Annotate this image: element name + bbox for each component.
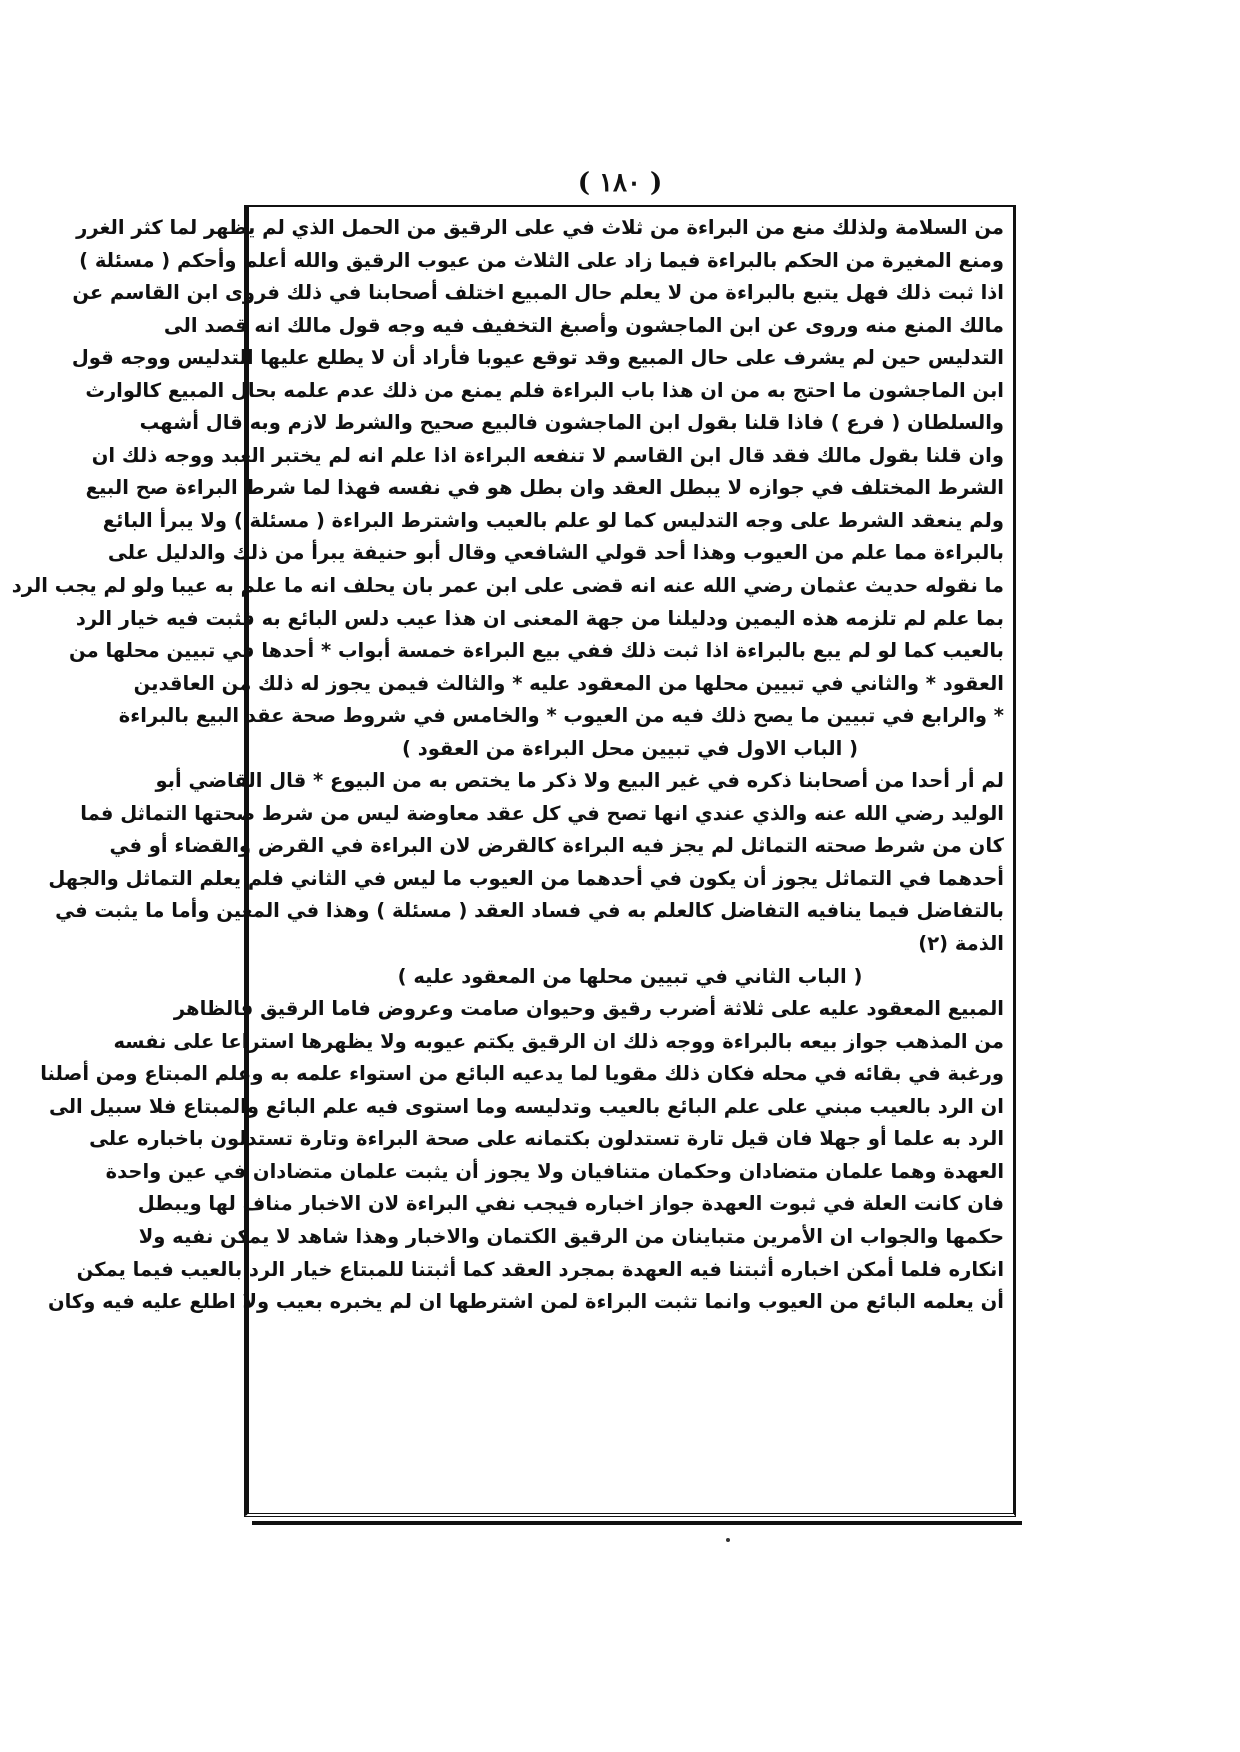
text-line: ما نقوله حديث عثمان رضي الله عنه انه قضى على ابن عمر بان يحلف انه ما علم به عيبا ولو لم يجب الرد bbox=[11, 574, 1004, 598]
text-line: الشرط المختلف في جوازه لا يبطل العقد وان بطل هو في نفسه فهذا لما شرط البراءة صح البيع bbox=[85, 476, 1004, 500]
text-line: لم أر أحدا من أصحابنا ذكره في غير البيع ولا ذكر ما يختص به من البيوع * قال القاضي أبو bbox=[155, 769, 1004, 793]
text-line: مالك المنع منه وروى عن ابن الماجشون وأصبغ التخفيف فيه وجه قول مالك انه قصد الى bbox=[163, 313, 1004, 337]
frame-bottom-rule bbox=[252, 1521, 1022, 1525]
text-line: من السلامة ولذلك منع من البراءة من ثلاث في على الرقيق من الحمل الذي لم يظهر لما كثر الغرر bbox=[76, 216, 1004, 239]
text-line: العهدة وهما علمان متضادان وحكمان متنافيان ولا يجوز أن يثبت علمان متضادان في عين واحدة bbox=[105, 1159, 1004, 1183]
section-heading: ( الباب الثاني في تبيين محلها من المعقود عليه ) bbox=[397, 964, 863, 988]
text-line: ولم ينعقد الشرط على وجه التدليس كما لو علم بالعيب واشترط البراءة ( مسئلة ) ولا يبرأ البائع bbox=[102, 508, 1004, 532]
text-line: ابن الماجشون ما احتج به من ان هذا باب البراءة فلم يمنع من ذلك عدم علمه بحال المبيع كالوارث bbox=[85, 378, 1004, 402]
text-line: الرد به علما أو جهلا فان قيل تارة تستدلون بكتمانه على صحة البراءة وتارة تستدلون باخباره على bbox=[89, 1127, 1004, 1151]
text-line: بالبراءة مما علم من العيوب وهذا أحد قولي الشافعي وقال أبو حنيفة يبرأ من ذلك والدليل على bbox=[107, 541, 1004, 565]
body-text bbox=[11, 212, 1004, 1508]
text-line: ومنع المغيرة من الحكم بالبراءة فيما زاد على الثلاث من عيوب الرقيق والله أعلم وأحكم ( مسئلة ) bbox=[79, 248, 1004, 272]
text-line: كان من شرط صحته التماثل لم يجز فيه البراءة كالقرض لان البراءة في القرض والقضاء أو في bbox=[109, 834, 1004, 858]
text-line: التدليس حين لم يشرف على حال المبيع وقد توقع عيوبا فأراد أن لا يطلع عليها التدليس ووجه قول bbox=[71, 346, 1004, 370]
text-line: المبيع المعقود عليه على ثلاثة أضرب رقيق وحيوان صامت وعروض فاما الرقيق فالظاهر bbox=[173, 997, 1004, 1021]
text-line: بالعيب كما لو لم يبع بالبراءة اذا ثبت ذلك ففي بيع البراءة خمسة أبواب * أحدها في تبيين محلها من bbox=[69, 639, 1004, 663]
text-line: حكمها والجواب ان الأمرين متباينان من الرقيق الكتمان والاخبار وهذا شاهد لا يمكن نفيه ولا bbox=[138, 1224, 1004, 1248]
text-line: * والرابع في تبيين ما يصح ذلك فيه من العيوب * والخامس في شروط صحة عقد البيع بالبراءة bbox=[118, 704, 1004, 728]
text-line: من المذهب جواز بيعه بالبراءة ووجه ذلك ان الرقيق يكتم عيوبه ولا يظهرها استراعا على نفسه bbox=[113, 1029, 1004, 1053]
text-line: بما علم لم تلزمه هذه اليمين ودليلنا من جهة المعنى ان هذا عيب دلس البائع به فثبت فيه خيار الرد bbox=[75, 606, 1004, 630]
text-line: ورغبة في بقائه في محله فكان ذلك مقويا لما يدعيه البائع من استواء علمه به وعلم المبتاع ومن أصلنا bbox=[40, 1062, 1004, 1086]
text-line: والسلطان ( فرع ) فاذا قلنا بقول ابن الماجشون فالبيع صحيح والشرط لازم وبه قال أشهب bbox=[139, 411, 1004, 435]
text-line: أحدهما في التماثل يجوز أن يكون في أحدهما من العيوب ما ليس في الثاني فلم يعلم التماثل والجهل bbox=[48, 866, 1004, 890]
text-line: انكاره فلما أمكن اخباره أثبتنا فيه العهدة بمجرد العقد كما أثبتنا للمبتاع خيار الرد بالعيب فيما يمكن bbox=[76, 1257, 1004, 1281]
text-line: فان كانت العلة في ثبوت العهدة جواز اخباره فيجب نفي البراءة لان الاخبار مناف لها ويبطل bbox=[137, 1192, 1004, 1216]
text-line: العقود * والثاني في تبيين محلها من المعقود عليه * والثالث فيمن يجوز له ذلك من العاقدين bbox=[133, 671, 1004, 695]
text-line: وان قلنا بقول مالك فقد قال ابن القاسم لا تنفعه البراءة اذا علم انه لم يختبر العبد ووجه ذلك ان bbox=[91, 443, 1004, 467]
scan-speck bbox=[726, 1538, 730, 1542]
text-line: ان الرد بالعيب مبني على علم البائع بالعيب وتدليسه وما استوى فيه علم البائع والمبتاع فلا سبيل الى bbox=[49, 1094, 1004, 1118]
text-line: بالتفاضل فيما ينافيه التفاضل كالعلم به في فساد العقد ( مسئلة ) وهذا في المعين وأما ما يثبت في bbox=[55, 899, 1004, 923]
text-line: أن يعلمه البائع من العيوب وانما تثبت البراءة لمن اشترطها ان لم يخبره بعيب ولا اطلع عليه فيه وكان bbox=[47, 1290, 1004, 1314]
section-heading: ( الباب الاول في تبيين محل البراءة من العقود ) bbox=[402, 736, 858, 760]
text-line: اذا ثبت ذلك فهل يتبع بالبراءة من لا يعلم حال المبيع اختلف أصحابنا في ذلك فروى ابن القاسم عن bbox=[72, 281, 1004, 305]
page-number: ( ١٨٠ ) bbox=[577, 168, 663, 198]
text-line: الوليد رضي الله عنه والذي عندي انها تصح في كل عقد معاوضة ليس من شرط صحتها التماثل فما bbox=[80, 801, 1004, 825]
text-line: الذمة (٢) bbox=[918, 932, 1004, 956]
